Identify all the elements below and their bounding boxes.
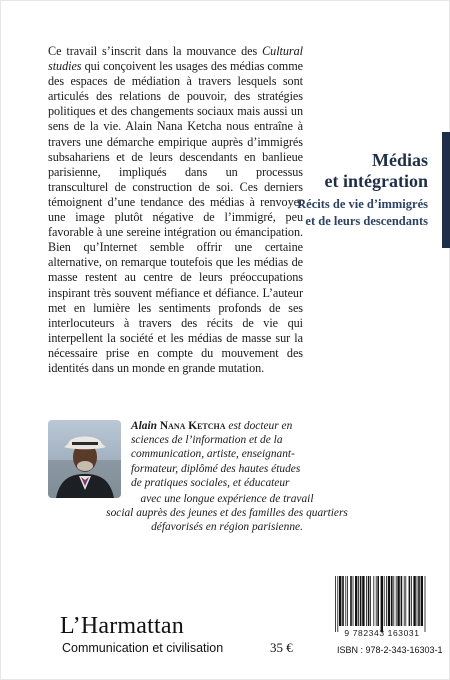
author-name: Alain Nana Ketcha	[131, 420, 226, 432]
barcode	[333, 576, 428, 636]
author-bio-line: de pratiques sociales, et éducateur	[131, 476, 290, 489]
barcode-bar	[377, 576, 379, 626]
author-photo	[48, 420, 121, 498]
author-bio-continued	[48, 492, 406, 535]
barcode-bar	[342, 576, 344, 626]
book-subtitle	[297, 196, 428, 230]
author-bio-line: Alain Nana Ketcha est docteur en	[131, 420, 293, 432]
blurb-italic-term: Cultural studies	[48, 44, 303, 74]
barcode-bar	[347, 576, 348, 626]
book-title	[325, 150, 428, 192]
barcode-bar	[393, 576, 394, 626]
blurb-text-rest: qui conçoivent les usages des médias comme des espaces de médiation à travers lesquels sont articulés des relations de pouvoir, des stratégies politiques et des changements sociaux mais aussi un sens de la vie. Alain Nana Ketcha nous entraîne à travers une démarche empirique auprès d’immigrés subsahariens et de leurs descendants en banlieue parisienne, impliqués dans un processus transculturel de construction de soi. Ces derniers témoignent d’une tendance des médias à renvoyer une image plutôt négative de l’immigré, peu favorable à une sereine intégration ou émancipation. Bien qu’Internet semble offrir une certaine alternative, on remarque toutefois que les médias de masse restent au centre de leurs préoccupations inspirant très souvent méfiance et défiance. L’auteur met en lumière les sentiments profonds de ses interlocuteurs à travers des récits de vie qui interpellent la société et les médias de masse sur la nécessaire prise en compte du mouvement des identités dans un monde en grande mutation.	[48, 59, 303, 375]
barcode-bar	[345, 576, 346, 626]
barcode-bar	[384, 576, 385, 626]
barcode-digits: 9 782343 163031	[344, 628, 420, 638]
book-title-line-1: Médias	[372, 150, 428, 170]
barcode-bar	[397, 576, 399, 626]
price: 35 €	[270, 640, 293, 655]
blurb-text-start: Ce travail s’inscrit dans la mouvance des	[48, 44, 263, 58]
author-bio-line: social auprès des jeunes et des familles des quartiers	[106, 507, 348, 520]
book-subtitle-line-2: et de leurs descendants	[305, 214, 428, 228]
barcode-bar	[388, 576, 390, 626]
publisher-logo: L’Harmattan	[60, 613, 184, 639]
accent-bar	[442, 132, 450, 248]
barcode-bar	[337, 576, 338, 632]
barcode-bar	[353, 576, 354, 626]
barcode-bar	[335, 576, 336, 632]
barcode-bar	[404, 576, 405, 626]
book-title-line-2: et intégration	[324, 171, 428, 191]
barcode-bar	[386, 576, 387, 626]
author-bio	[131, 419, 402, 490]
barcode-bar	[373, 576, 374, 626]
isbn: ISBN : 978-2-343-16303-1	[337, 645, 443, 655]
author-bio-line: communication, artiste, enseignant-	[131, 448, 295, 461]
barcode-bar	[417, 576, 418, 626]
barcode-bar	[358, 576, 359, 626]
barcode-bar	[421, 576, 423, 626]
back-cover-blurb	[48, 44, 303, 376]
barcode-bar	[405, 576, 406, 626]
collection-name: Communication et civilisation	[62, 641, 224, 655]
barcode-bar	[350, 576, 352, 626]
barcode-bar	[409, 576, 411, 626]
barcode-bar	[339, 576, 341, 626]
barcode-bar	[360, 576, 362, 626]
barcode-bar	[355, 576, 357, 626]
barcode-bar	[391, 576, 393, 626]
barcode-bar	[362, 576, 364, 626]
author-bio-line: formateur, diplômé des hautes études	[131, 462, 301, 475]
barcode-bar	[425, 576, 426, 632]
barcode-bar	[368, 576, 370, 626]
author-bio-line: avec une longue expérience de travail	[140, 493, 314, 505]
barcode-bar	[396, 576, 397, 626]
barcode-bar	[411, 576, 412, 626]
author-bio-line: sciences de l’information et de la	[131, 434, 283, 447]
barcode-bar	[418, 576, 420, 626]
author-bio-line: défavorisés en région parisienne.	[151, 521, 303, 534]
barcode-bar	[370, 576, 371, 626]
barcode-bar	[366, 576, 367, 626]
barcode-bar	[376, 576, 377, 626]
barcode-bar	[413, 576, 415, 626]
book-subtitle-line-1: Récits de vie d’immigrés	[297, 197, 428, 211]
barcode-bar	[401, 576, 403, 626]
barcode-bar	[381, 576, 383, 632]
